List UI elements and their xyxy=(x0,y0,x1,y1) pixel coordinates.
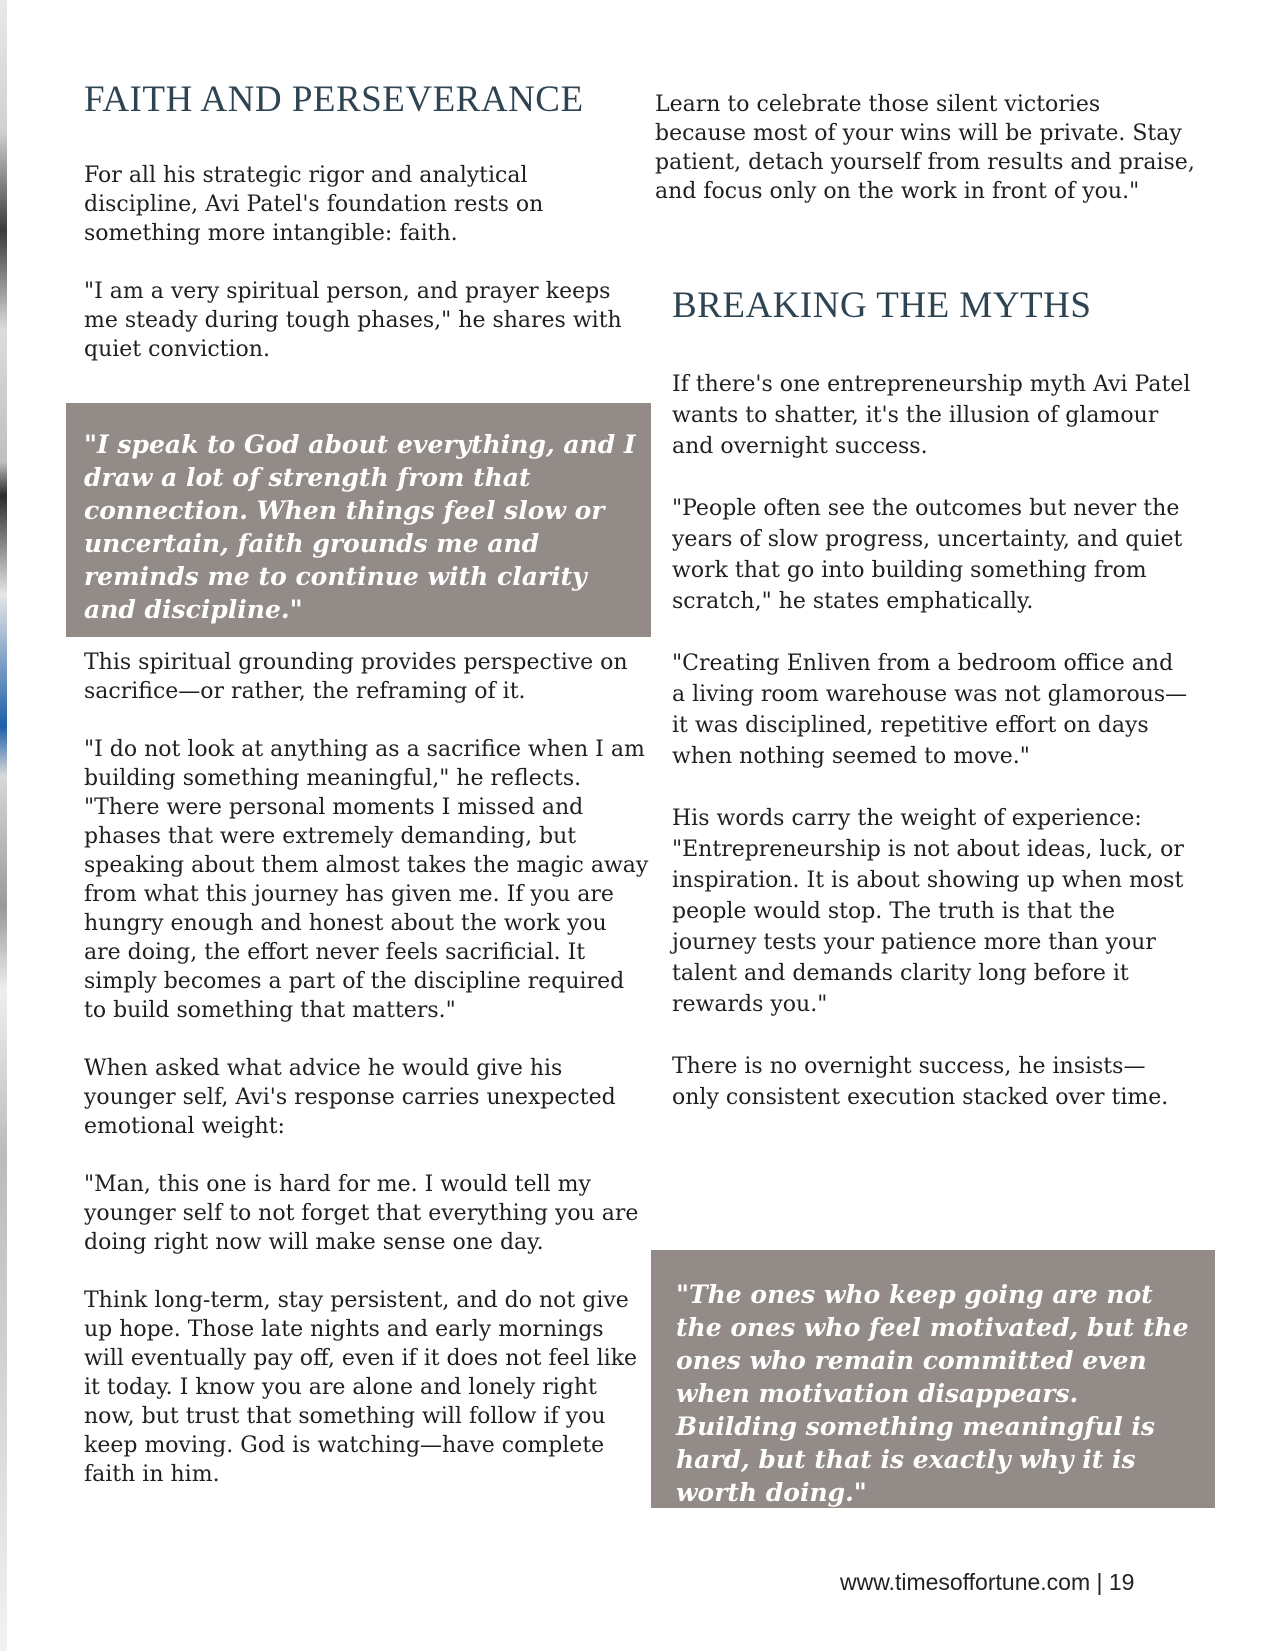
myths-heading: BREAKING THE MYTHS xyxy=(672,285,1092,326)
left-paragraph-7: Think long-term, stay persistent, and do not give up hope. Those late nights and early mornings will eventually pay off, even if it does not feel like it today. I know you are alone and lonely right now, but trust that something will follow if you keep moving. God is watching—have complete faith in him. xyxy=(84,1288,638,1487)
right-column xyxy=(672,284,1192,1113)
left-paragraph-5: When asked what advice he would give his younger self, Avi's response carries unexpected emotional weight: xyxy=(84,1056,616,1139)
left-paragraph-6: "Man, this one is hard for me. I would tell my younger self to not forget that everything you are doing right now will make sense one day. xyxy=(84,1172,639,1255)
faith-heading: FAITH AND PERSEVERANCE xyxy=(84,79,584,120)
right-paragraph-5: There is no overnight success, he insists—only consistent execution stacked over time. xyxy=(672,1054,1169,1110)
left-column-lower xyxy=(84,648,650,1489)
right-paragraph-1: If there's one entrepreneurship myth Avi Patel wants to shatter, it's the illusion of glamour and overnight success. xyxy=(672,372,1191,459)
right-paragraph-4: His words carry the weight of experience: "Entrepreneurship is not about ideas, luck, or inspiration. It is about showing up when most people would stop. The truth is that the journey tests your patience more than your talent and demands clarity long before it rewards you." xyxy=(672,806,1184,1017)
page-footer: www.timesoffortune.com | 19 xyxy=(840,1569,1135,1595)
myths-quote-text: "The ones who keep going are not the ones who feel motivated, but the ones who remain committed even when motivation disappears. Building something meaningful is hard, but that is exactly why it is worth doing." xyxy=(676,1280,1189,1507)
faith-quote-text: "I speak to God about everything, and I draw a lot of strength from that connection. When things feel slow or uncertain, faith grounds me and reminds me to continue with clarity and discipline." xyxy=(84,430,636,624)
left-paragraph-4: "I do not look at anything as a sacrifice when I am building something meaningful," he reflects. "There were personal moments I missed and phases that were extremely demanding, but speaking about them almost takes the magic away from what this journey has given me. If you are hungry enough and honest about the work you are doing, the effort never feels sacrificial. It simply becomes a part of the discipline required to build something that matters." xyxy=(84,737,649,1023)
left-paragraph-1: For all his strategic rigor and analytical discipline, Avi Patel's foundation rests on something more intangible: faith. xyxy=(84,163,544,246)
left-paragraph-2: "I am a very spiritual person, and prayer keeps me steady during tough phases," he shares with quiet conviction. xyxy=(84,279,622,362)
right-paragraph-2: "People often see the outcomes but never the years of slow progress, uncertainty, and quiet work that go into building something from scratch," he states emphatically. xyxy=(672,496,1183,614)
left-column xyxy=(84,78,644,364)
faith-pull-quote xyxy=(66,403,651,637)
right-column-top xyxy=(655,90,1195,206)
left-paragraph-3: This spiritual grounding provides perspective on sacrifice—or rather, the reframing of it. xyxy=(84,650,628,704)
myths-pull-quote xyxy=(651,1250,1215,1508)
right-paragraph-0: Learn to celebrate those silent victories because most of your wins will be private. Stay patient, detach yourself from results and praise, and focus only on the work in front of you." xyxy=(655,92,1195,204)
right-paragraph-3: "Creating Enliven from a bedroom office and a living room warehouse was not glamorous—it was disciplined, repetitive effort on days when nothing seemed to move." xyxy=(672,651,1188,769)
page-edge-strip xyxy=(0,0,7,1651)
